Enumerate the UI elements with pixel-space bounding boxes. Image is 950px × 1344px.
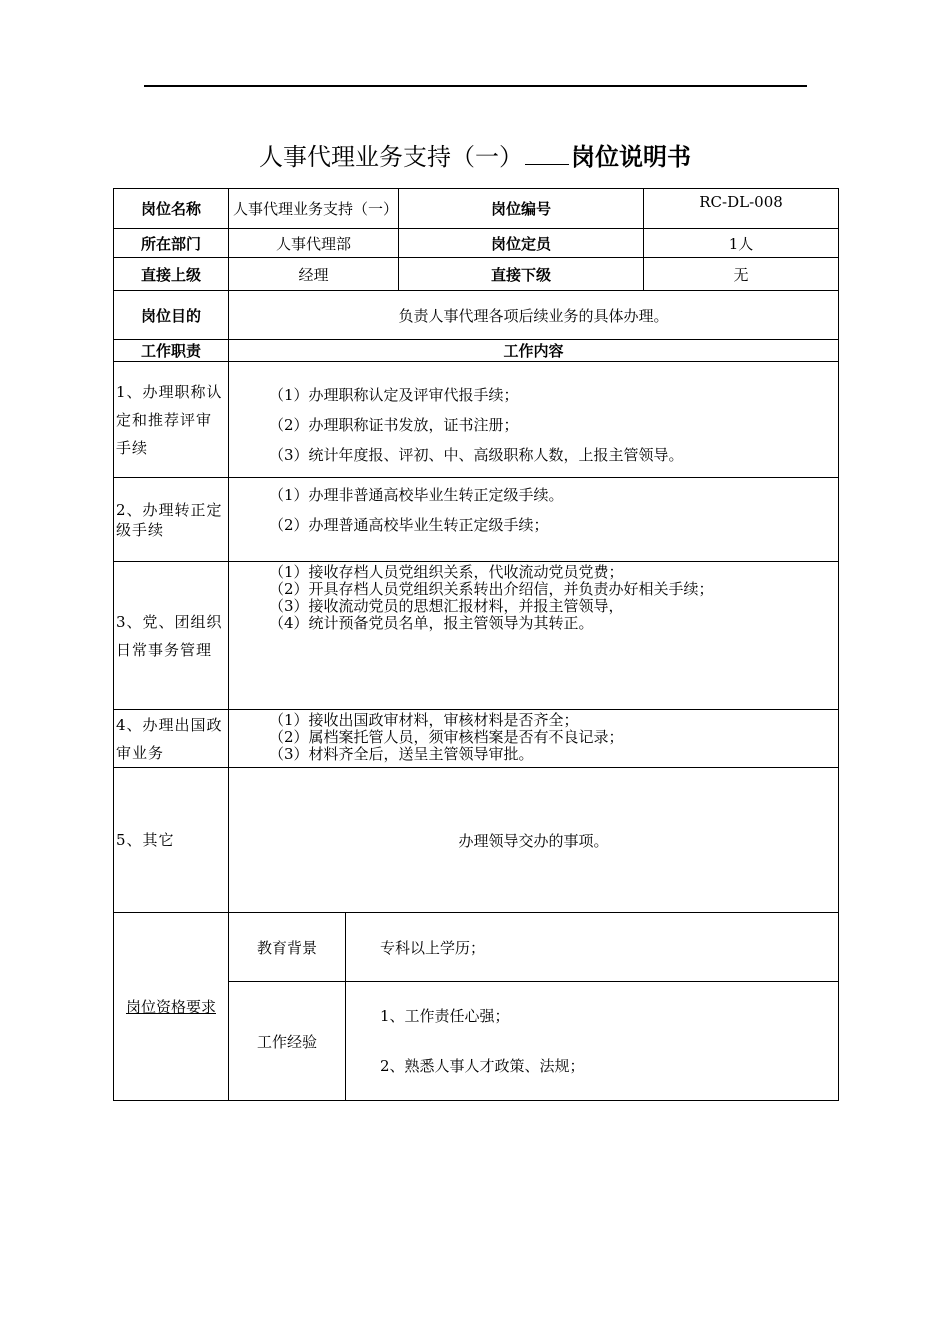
label-experience: 工作经验 (229, 982, 346, 1101)
duty-content-3 (229, 562, 839, 710)
duty-name-4: 4、办理出国政审业务 (114, 710, 229, 768)
duty-row-3 (114, 562, 839, 710)
duty-content-5 (229, 768, 839, 913)
duty-name-2: 2、办理转正定级手续 (114, 478, 229, 562)
duty-item: 办理领导交办的事项。 (458, 831, 609, 850)
duty-content-4 (229, 710, 839, 768)
value-job-code: RC-DL-008 (644, 189, 839, 229)
duty-row-2 (114, 478, 839, 562)
document-title (0, 140, 950, 174)
value-superior: 经理 (229, 258, 399, 291)
duty-item: （1）接收出国政审材料，审核材料是否齐全； (269, 711, 579, 729)
row-duties-header (114, 340, 839, 362)
duty-row-1 (114, 362, 839, 478)
duty-content-1 (229, 362, 839, 478)
duty-item: （2）属档案托管人员，须审核档案是否有不良记录； (269, 728, 624, 746)
value-headcount: 1人 (644, 229, 839, 258)
label-job-name: 岗位名称 (114, 189, 229, 229)
experience-item: 1、工作责任心强； (380, 1007, 510, 1025)
row-department (114, 229, 839, 258)
duty-name-5: 5、其它 (114, 768, 229, 913)
label-headcount: 岗位定员 (399, 229, 644, 258)
value-job-name: 人事代理业务支持（一） (229, 189, 399, 229)
job-description-table (113, 188, 839, 1101)
duty-item: （3）材料齐全后，送呈主管领导审批。 (269, 745, 534, 763)
title-blank (525, 140, 569, 165)
label-purpose: 岗位目的 (114, 291, 229, 340)
duty-item: （2）开具存档人员党组织关系转出介绍信，并负责办好相关手续； (269, 580, 714, 598)
value-subordinate: 无 (644, 258, 839, 291)
duty-item: （3）接收流动党员的思想汇报材料，并报主管领导， (269, 597, 624, 615)
duty-row-4 (114, 710, 839, 768)
label-work-content: 工作内容 (229, 340, 839, 362)
row-education (114, 913, 839, 982)
label-subordinate: 直接下级 (399, 258, 644, 291)
duty-row-5 (114, 768, 839, 913)
duty-item: （1）办理非普通高校毕业生转正定级手续。 (269, 486, 564, 504)
duty-item: （1）接收存档人员党组织关系，代收流动党员党费； (269, 563, 624, 581)
label-duties: 工作职责 (114, 340, 229, 362)
duty-item: （4）统计预备党员名单，报主管领导为其转正。 (269, 614, 594, 632)
duty-name-1: 1、办理职称认定和推荐评审手续 (114, 362, 229, 478)
label-superior: 直接上级 (114, 258, 229, 291)
top-rule (144, 85, 807, 87)
value-experience (346, 982, 839, 1101)
title-suffix: 岗位说明书 (571, 143, 691, 171)
label-qualifications: 岗位资格要求 (125, 998, 216, 1016)
label-department: 所在部门 (114, 229, 229, 258)
label-education: 教育背景 (229, 913, 346, 982)
value-education: 专科以上学历； (346, 913, 839, 982)
row-purpose (114, 291, 839, 340)
duty-item: （1）办理职称认定及评审代报手续； (269, 385, 519, 404)
row-job-name (114, 189, 839, 229)
label-job-code: 岗位编号 (399, 189, 644, 229)
duty-item: （3）统计年度报、评初、中、高级职称人数，上报主管领导。 (269, 445, 684, 464)
duty-item: （2）办理普通高校毕业生转正定级手续； (269, 516, 549, 534)
value-purpose: 负责人事代理各项后续业务的具体办理。 (229, 291, 839, 340)
experience-item: 2、熟悉人事人才政策、法规； (380, 1057, 585, 1075)
value-department: 人事代理部 (229, 229, 399, 258)
duty-content-2 (229, 478, 839, 562)
title-main: 人事代理业务支持（一） (259, 143, 523, 171)
qualifications-label-cell (114, 913, 229, 1101)
duty-item: （2）办理职称证书发放，证书注册； (269, 415, 519, 434)
row-superior (114, 258, 839, 291)
duty-name-3: 3、党、团组织日常事务管理 (114, 562, 229, 710)
